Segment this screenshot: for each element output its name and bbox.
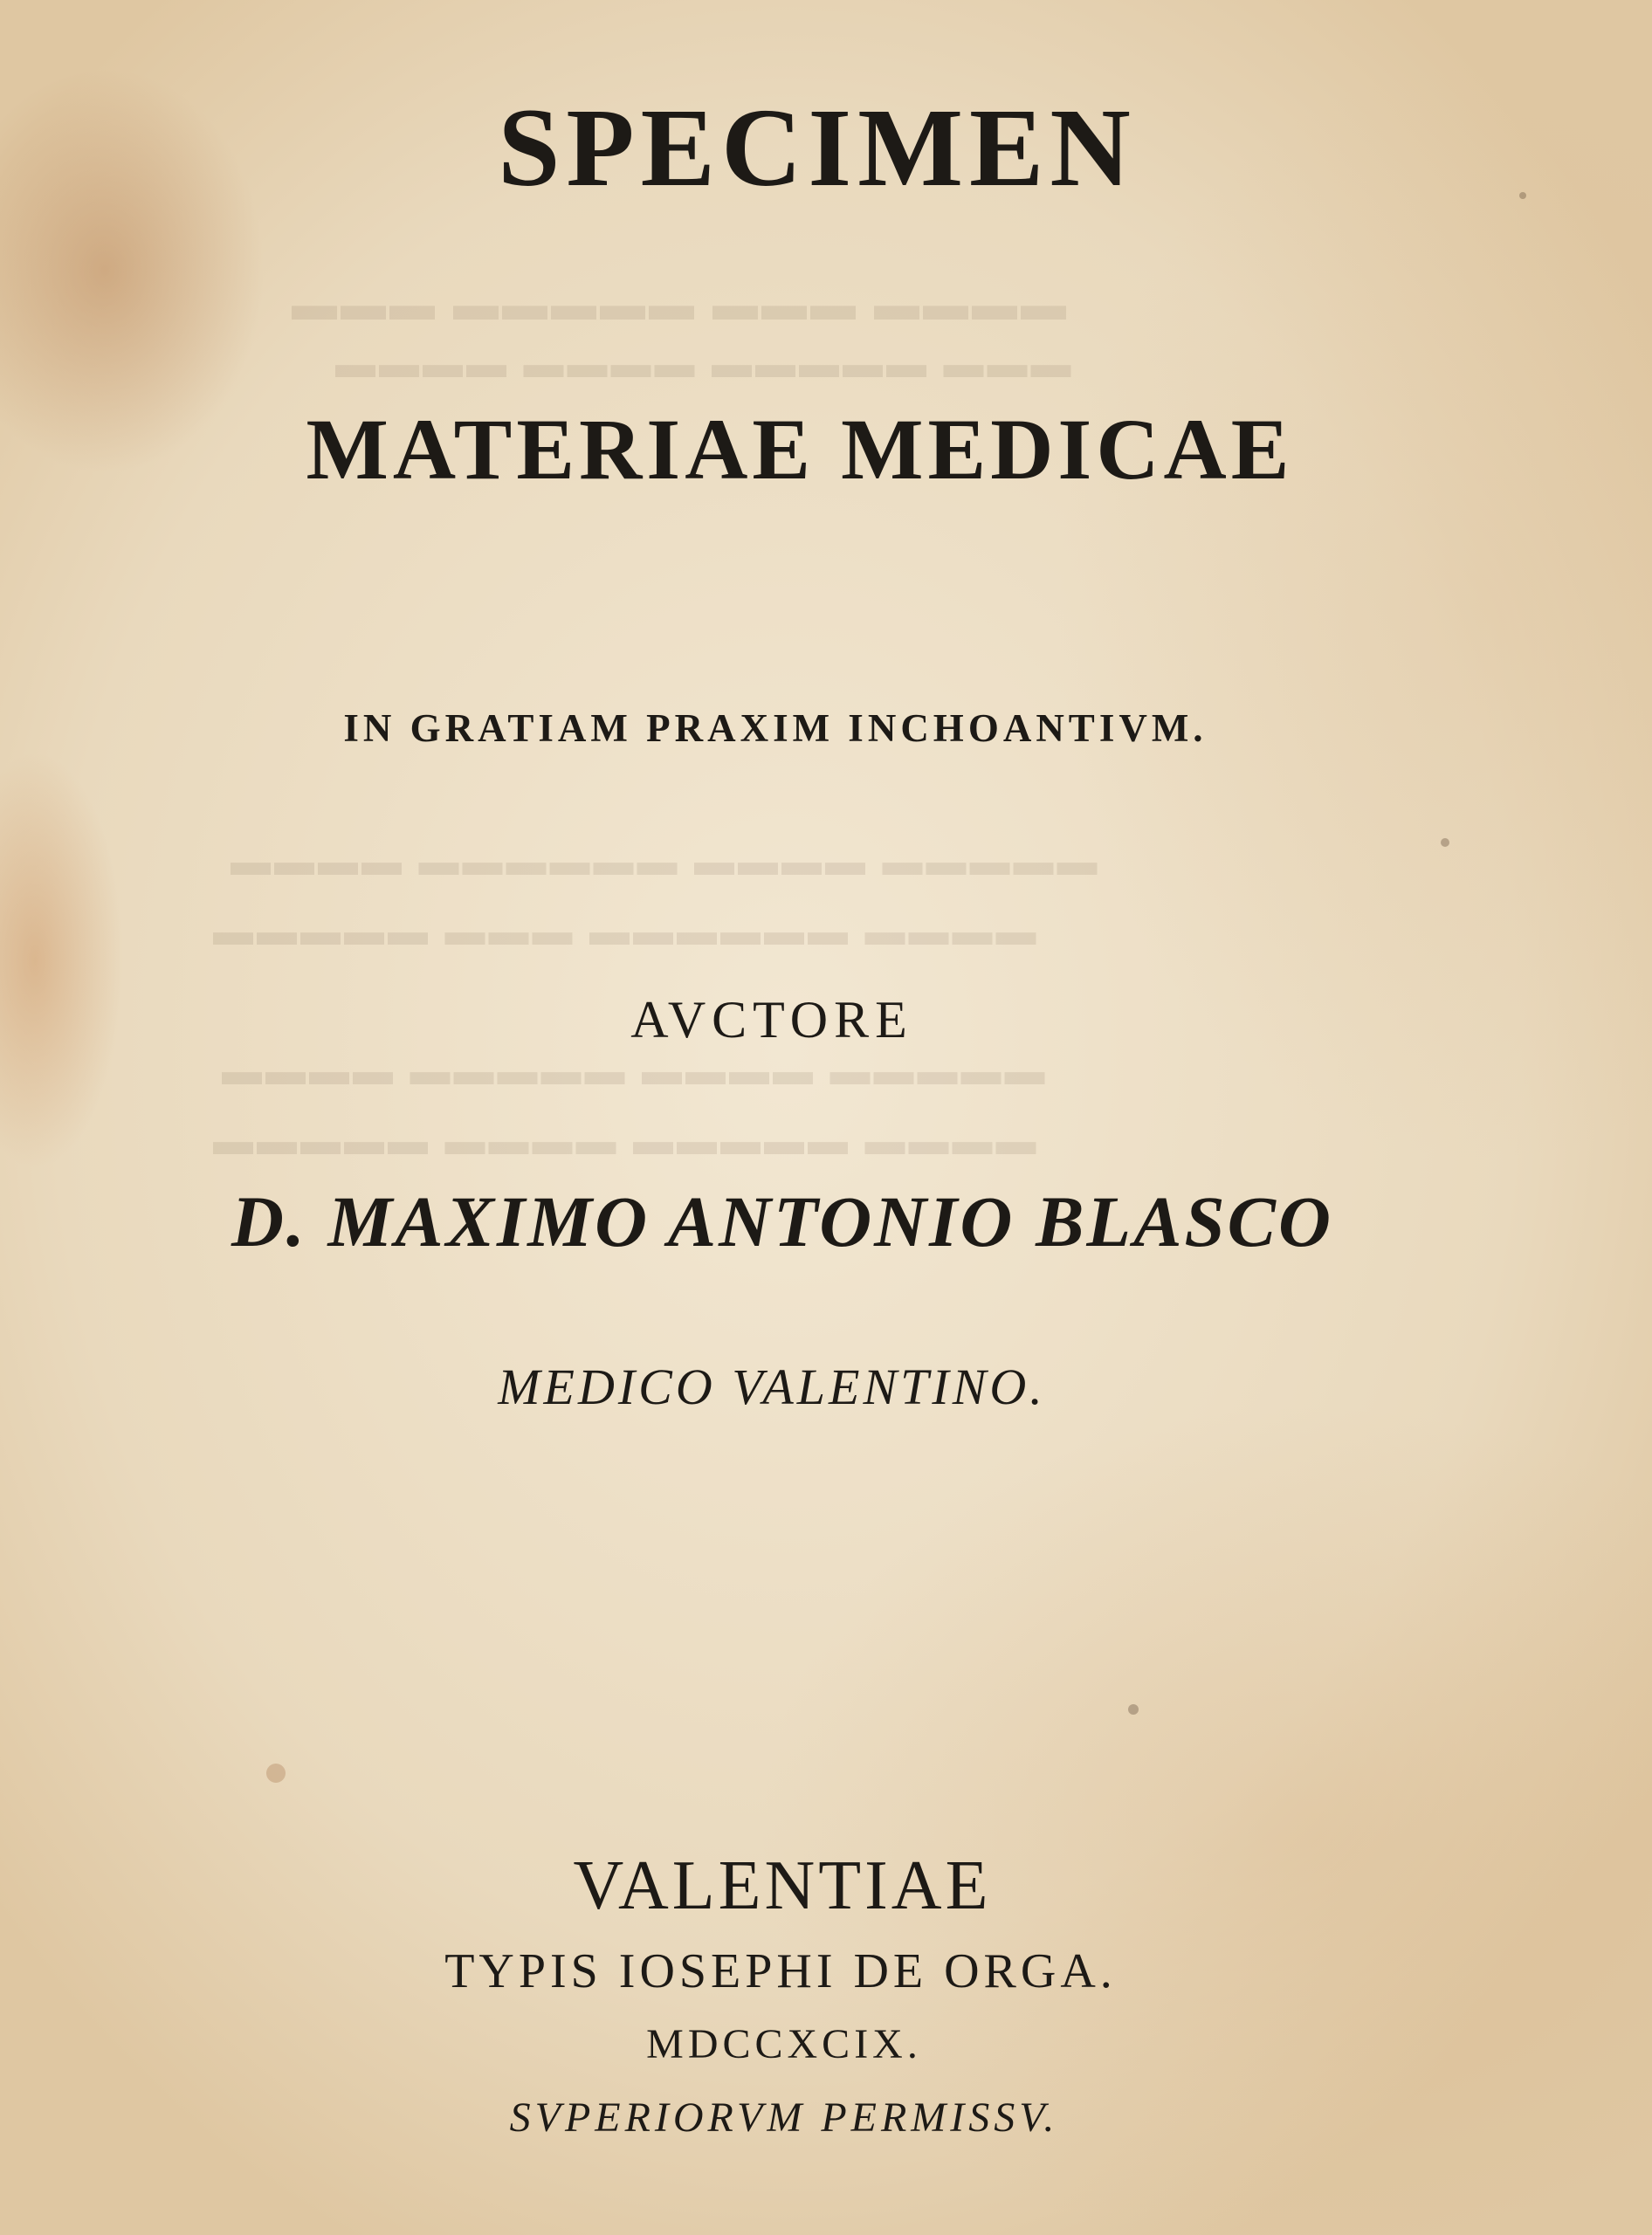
imprint-printer: TYPIS IOSEPHI DE ORGA.	[444, 1944, 1117, 1998]
show-through-texture: ▬▬▬▬ ▬▬▬ ▬▬▬▬▬ ▬▬▬	[288, 280, 1066, 330]
show-through-texture: ▬▬▬▬ ▬▬▬▬▬▬ ▬▬▬ ▬▬▬▬▬	[210, 909, 1036, 953]
author-role: MEDICO VALENTINO.	[498, 1358, 1046, 1415]
book-title: SPECIMEN	[498, 86, 1137, 210]
author-name: D. MAXIMO ANTONIO BLASCO	[231, 1181, 1333, 1262]
book-subtitle: MATERIAE MEDICAE	[306, 401, 1294, 498]
author-label: AVCTORE	[630, 991, 913, 1049]
imprint-permission: SVPERIORVM PERMISSV.	[509, 2094, 1059, 2141]
paper-speck	[1441, 838, 1449, 847]
imprint-place: VALENTIAE	[573, 1847, 992, 1924]
paper-speck	[1128, 1704, 1139, 1715]
show-through-texture: ▬▬▬▬▬ ▬▬▬▬ ▬▬▬▬▬▬ ▬▬▬▬	[227, 839, 1098, 884]
show-through-texture: ▬▬▬ ▬▬▬▬▬ ▬▬▬▬ ▬▬▬▬	[332, 341, 1071, 386]
dedication-line: IN GRATIAM PRAXIM INCHOANTIVM.	[343, 706, 1208, 750]
show-through-texture: ▬▬▬▬ ▬▬▬▬▬ ▬▬▬▬ ▬▬▬▬▬	[210, 1118, 1036, 1163]
show-through-texture: ▬▬▬▬▬ ▬▬▬▬ ▬▬▬▬▬ ▬▬▬▬	[218, 1049, 1045, 1093]
paper-speck	[266, 1764, 286, 1783]
imprint-year: MDCCXCIX.	[646, 2021, 922, 2067]
